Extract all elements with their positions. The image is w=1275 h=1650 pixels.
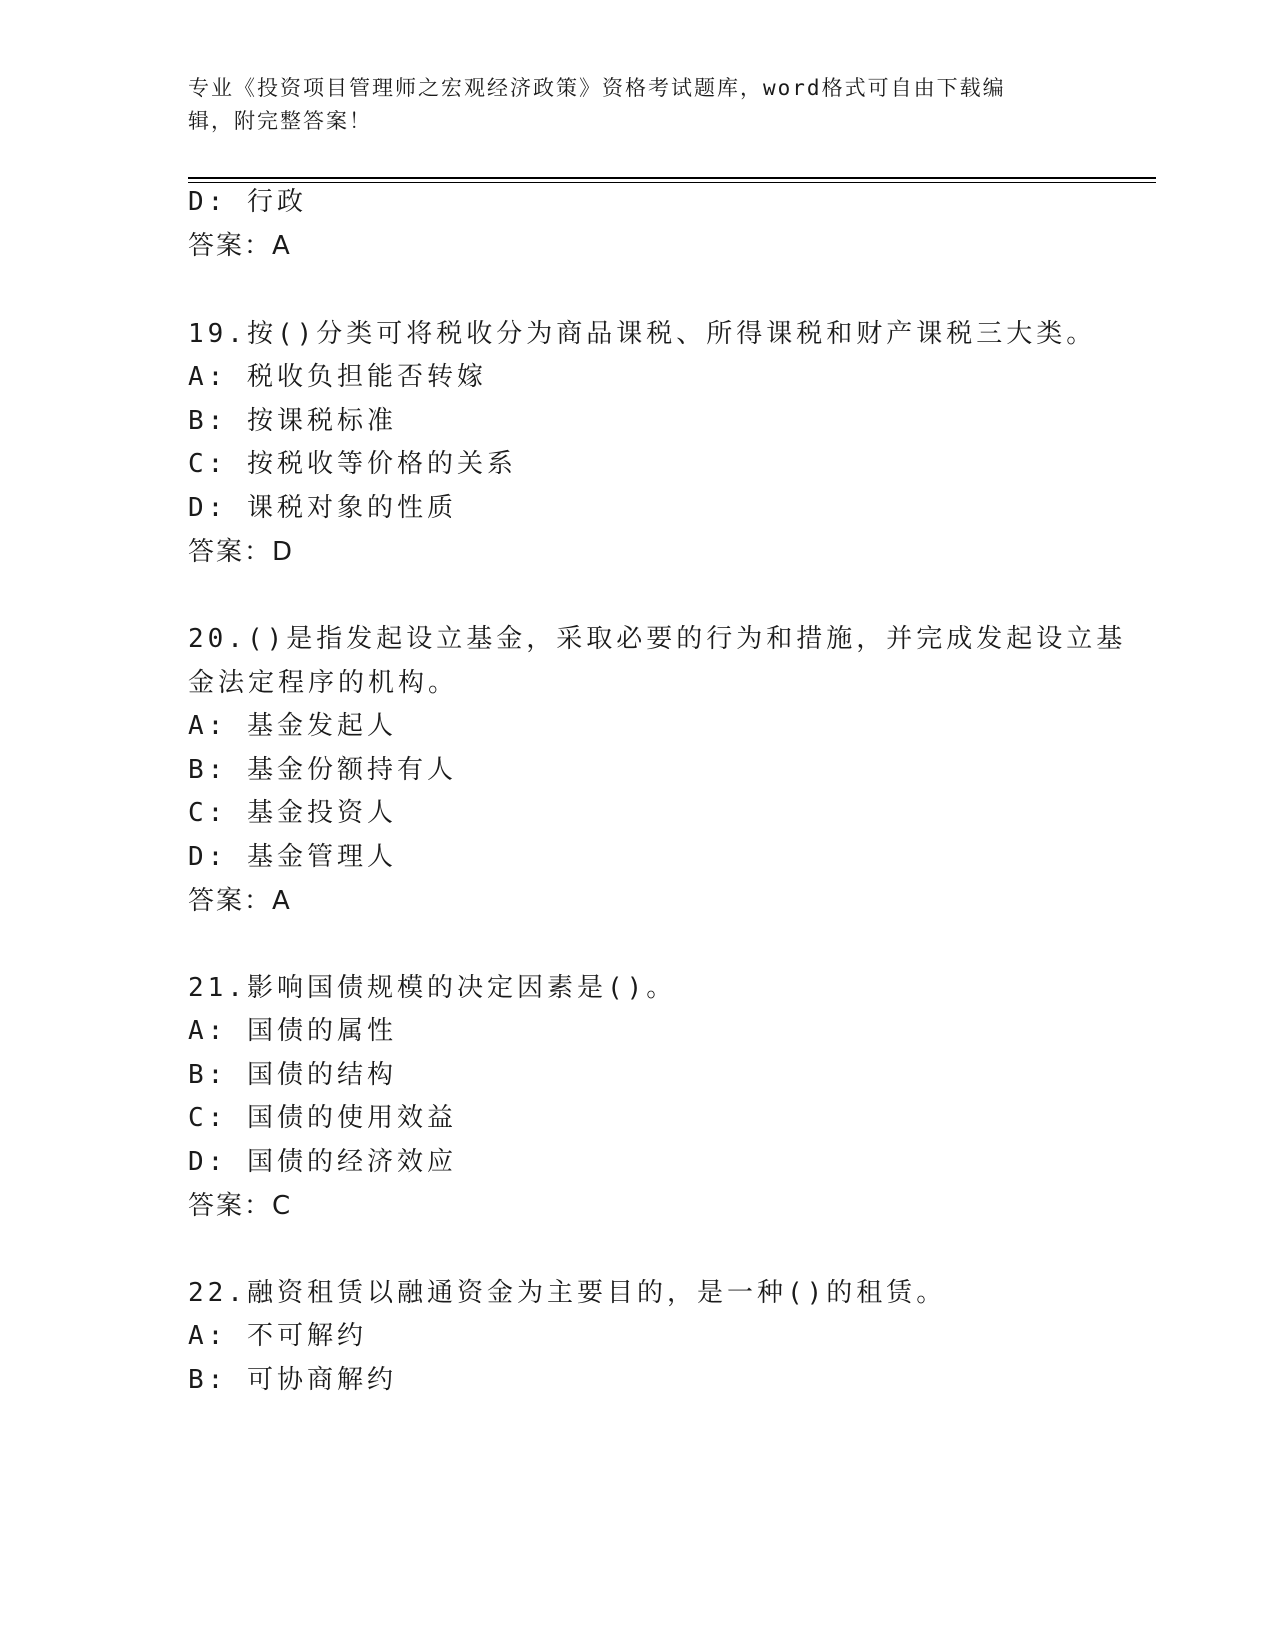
q21-stem: 21.影响国债规模的决定因素是()。 <box>188 973 677 1003</box>
q19-answer: 答案：D <box>188 537 295 567</box>
q19-option-d: D: 课税对象的性质 <box>188 493 457 523</box>
q20-stem-line-1: 20.()是指发起设立基金，采取必要的行为和措施，并完成发起设立基 <box>188 624 1127 654</box>
header-rule-thin <box>188 182 1156 183</box>
q19-option-a: A: 税收负担能否转嫁 <box>188 362 487 392</box>
prev-answer: 答案：A <box>188 231 292 261</box>
q22-option-a: A: 不可解约 <box>188 1321 367 1351</box>
q20-option-a: A: 基金发起人 <box>188 711 397 741</box>
q21-answer: 答案：C <box>188 1191 293 1221</box>
header-line-2: 辑，附完整答案！ <box>188 109 372 133</box>
q19-stem: 19.按()分类可将税收分为商品课税、所得课税和财产课税三大类。 <box>188 319 1097 349</box>
q20-stem-line-2: 金法定程序的机构。 <box>188 668 459 698</box>
prev-option-d: D: 行政 <box>188 187 307 217</box>
q21-option-a: A: 国债的属性 <box>188 1016 397 1046</box>
q20-option-b: B: 基金份额持有人 <box>188 755 457 785</box>
q20-answer: 答案：A <box>188 886 292 916</box>
q19-option-b: B: 按课税标准 <box>188 406 397 436</box>
q22-stem: 22.融资租赁以融通资金为主要目的，是一种()的租赁。 <box>188 1278 947 1308</box>
q19-option-c: C: 按税收等价格的关系 <box>188 449 517 479</box>
document-header <box>188 72 1088 138</box>
q21-option-c: C: 国债的使用效益 <box>188 1103 457 1133</box>
q22-option-b: B: 可协商解约 <box>188 1365 397 1395</box>
q21-option-b: B: 国债的结构 <box>188 1060 397 1090</box>
q20-option-c: C: 基金投资人 <box>188 798 397 828</box>
q20-option-d: D: 基金管理人 <box>188 842 397 872</box>
header-rule-thick <box>188 177 1156 179</box>
q21-option-d: D: 国债的经济效应 <box>188 1147 457 1177</box>
header-line-1: 专业《投资项目管理师之宏观经济政策》资格考试题库，word格式可自由下载编 <box>188 76 1006 100</box>
